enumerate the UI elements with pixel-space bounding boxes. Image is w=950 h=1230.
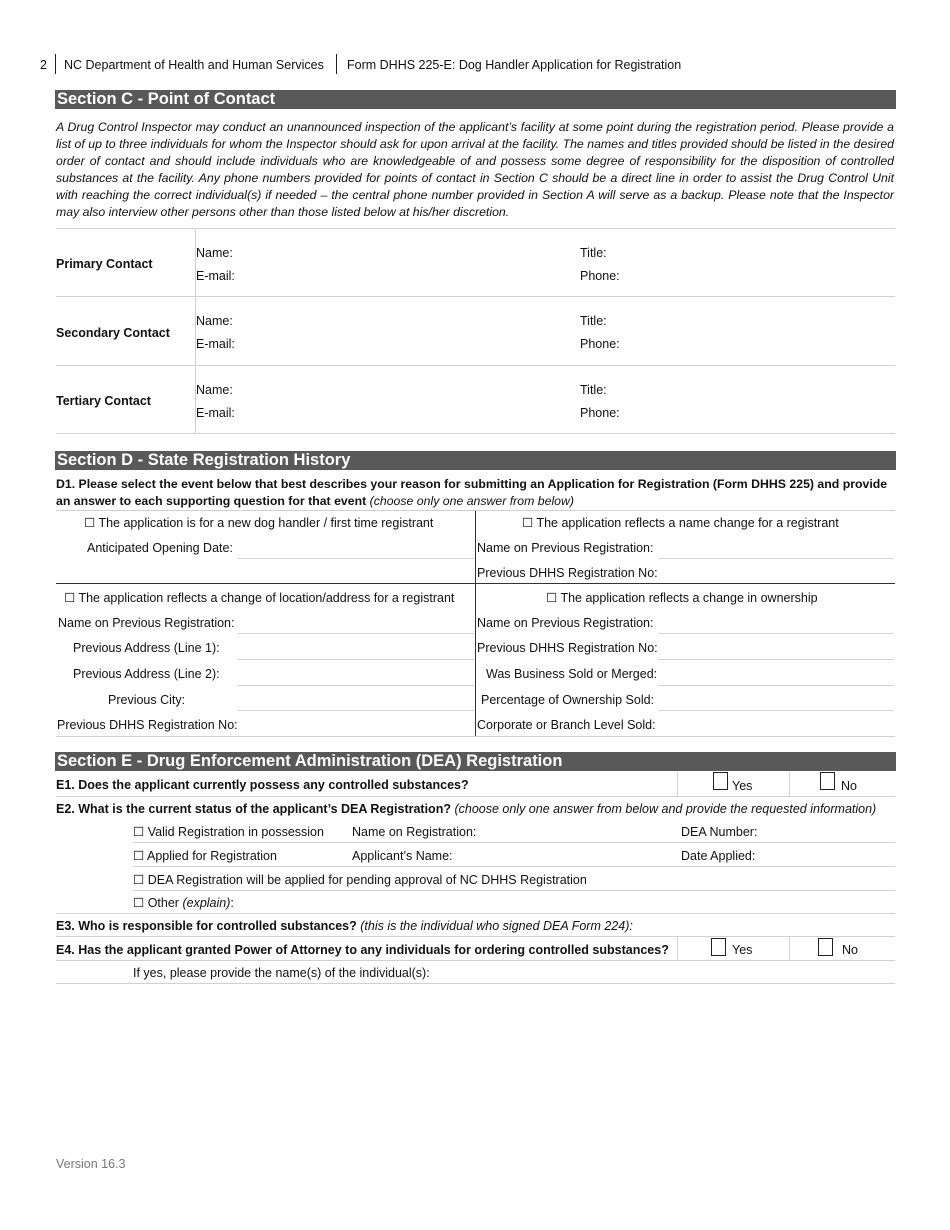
e4-question: E4. Has the applicant granted Power of Attorney to any individuals for ordering controlled substances? (56, 943, 669, 957)
location-previous-name-input[interactable] (238, 633, 474, 634)
e2-option-other[interactable] (133, 896, 234, 910)
header-agency: NC Department of Health and Human Services (64, 58, 324, 72)
e2-option-valid[interactable] (133, 825, 324, 839)
anticipated-opening-date-input[interactable] (238, 558, 474, 559)
e4-followup-label: If yes, please provide the name(s) of the individual(s): (133, 966, 430, 980)
location-previous-address1-label: Previous Address (Line 1): (73, 641, 220, 655)
e2-question-text: E2. What is the current status of the applicant’s DEA Registration? (56, 802, 451, 816)
tertiary-name-field[interactable]: Name: (196, 383, 233, 397)
ownership-percentage-input[interactable] (658, 710, 894, 711)
checkbox-icon[interactable]: ☐ (133, 825, 145, 839)
option-new-handler-label: The application is for a new dog handler / first time registrant (98, 516, 434, 530)
e2-option-applied-label: Applied for Registration (147, 849, 277, 863)
e1-question: E1. Does the applicant currently possess any controlled substances? (56, 778, 469, 792)
e2-option-other-label: Other (147, 896, 179, 910)
checkbox-icon[interactable]: ☐ (133, 873, 145, 887)
contact-label-primary: Primary Contact (56, 257, 153, 271)
option-ownership-change[interactable] (546, 591, 818, 605)
location-previous-city-label: Previous City: (108, 693, 186, 707)
location-previous-address2-label: Previous Address (Line 2): (73, 667, 220, 681)
location-previous-name-label: Name on Previous Registration: (58, 616, 235, 630)
e2-option-other-explain: (explain) (182, 896, 231, 910)
secondary-name-field[interactable]: Name: (196, 314, 233, 328)
checkbox-icon[interactable]: ☐ (64, 591, 76, 605)
page-number: 2 (40, 58, 47, 72)
e2-dea-number-label: DEA Number: (681, 825, 758, 839)
header-divider (336, 54, 337, 74)
footer-version: Version 16.3 (56, 1157, 126, 1171)
option-name-change-label: The application reflects a name change for a registrant (536, 516, 839, 530)
ownership-percentage-label: Percentage of Ownership Sold: (481, 693, 655, 707)
e2-question-note: (choose only one answer from below and provide the requested information) (454, 802, 877, 816)
section-c-instructions: A Drug Control Inspector may conduct an unannounced inspection of the applicant’s facility at some point during the registration period. Please provide a list of up to three individuals for whom the Inspector should ask for upon arrival at the facility. The names and titles provided should be listed in the desired order of contact and should include individuals who are knowledgeable of and possess some degree of responsibility for the disposition of controlled substances at the facility. Any phone numbers provided for points of contact in Section C should be a direct line in order to assist the Drug Control Unit with reaching the correct individual(s) if needed – the central phone number provided in Section A will serve as a backup. Please note that the Inspector may also interview other persons other than those listed below at his/her discretion. (56, 120, 894, 219)
name-change-previous-name-label: Name on Previous Registration: (477, 541, 654, 555)
option-name-change[interactable] (522, 516, 839, 530)
option-location-change[interactable] (64, 591, 454, 605)
e3-question-note: (this is the individual who signed DEA Form 224): (360, 919, 633, 933)
secondary-email-field[interactable]: E-mail: (196, 337, 235, 351)
tertiary-title-field[interactable]: Title: (580, 383, 607, 397)
contact-label-secondary: Secondary Contact (56, 326, 170, 340)
ownership-sold-merged-label: Was Business Sold or Merged: (486, 667, 658, 681)
e2-option-other-colon: : (230, 896, 234, 910)
ownership-previous-name-input[interactable] (658, 633, 894, 634)
name-change-previous-reg-label: Previous DHHS Registration No: (477, 566, 658, 580)
primary-email-field[interactable]: E-mail: (196, 269, 235, 283)
checkbox-icon[interactable]: ☐ (546, 591, 558, 605)
header-form-title: Form DHHS 225-E: Dog Handler Application for Registration (347, 58, 682, 72)
e2-option-applied[interactable] (133, 849, 277, 863)
checkbox-icon[interactable]: ☐ (133, 896, 145, 910)
e1-no-label: No (841, 779, 857, 793)
e1-yes-checkbox[interactable] (713, 772, 728, 790)
e4-no-label: No (842, 943, 858, 957)
ownership-previous-reg-label: Previous DHHS Registration No: (477, 641, 658, 655)
anticipated-opening-date-label: Anticipated Opening Date: (87, 541, 233, 555)
d1-question (56, 476, 894, 510)
ownership-level-label: Corporate or Branch Level Sold: (477, 718, 656, 732)
e2-applicant-name-label: Applicant’s Name: (352, 849, 453, 863)
secondary-phone-field[interactable]: Phone: (580, 337, 620, 351)
e3-question-text: E3. Who is responsible for controlled substances? (56, 919, 357, 933)
location-previous-reg-label: Previous DHHS Registration No: (57, 718, 238, 732)
checkbox-icon[interactable]: ☐ (522, 516, 534, 530)
e4-yes-checkbox[interactable] (711, 938, 726, 956)
ownership-previous-reg-input[interactable] (658, 659, 894, 660)
primary-phone-field[interactable]: Phone: (580, 269, 620, 283)
e2-name-on-registration-label: Name on Registration: (352, 825, 477, 839)
e4-followup-input[interactable] (56, 983, 895, 984)
option-new-handler[interactable] (84, 516, 433, 530)
primary-title-field[interactable]: Title: (580, 246, 607, 260)
option-ownership-change-label: The application reflects a change in ownership (560, 591, 818, 605)
e2-option-pending[interactable] (133, 873, 587, 887)
location-previous-city-input[interactable] (238, 710, 474, 711)
d1-question-text: D1. Please select the event below that best describes your reason for submitting an Application for Registration (Form DHHS 225) and provide an answer to each supporting question for that event (56, 477, 888, 508)
option-location-change-label: The application reflects a change of location/address for a registrant (78, 591, 455, 605)
e2-date-applied-label: Date Applied: (681, 849, 756, 863)
ownership-sold-merged-input[interactable] (658, 685, 894, 686)
secondary-title-field[interactable]: Title: (580, 314, 607, 328)
checkbox-icon[interactable]: ☐ (133, 849, 145, 863)
e2-option-valid-label: Valid Registration in possession (147, 825, 324, 839)
e1-no-checkbox[interactable] (820, 772, 835, 790)
location-previous-address1-input[interactable] (238, 659, 474, 660)
section-e-title: Section E - Drug Enforcement Administration (DEA) Registration (55, 752, 896, 771)
tertiary-email-field[interactable]: E-mail: (196, 406, 235, 420)
section-d-title: Section D - State Registration History (55, 451, 896, 470)
e2-question (56, 802, 876, 816)
e4-yes-label: Yes (732, 943, 753, 957)
ownership-previous-name-label: Name on Previous Registration: (477, 616, 654, 630)
tertiary-phone-field[interactable]: Phone: (580, 406, 620, 420)
header-divider (55, 54, 56, 74)
e3-question (56, 919, 633, 933)
name-change-previous-name-input[interactable] (658, 558, 894, 559)
primary-name-field[interactable]: Name: (196, 246, 233, 260)
e4-no-checkbox[interactable] (818, 938, 833, 956)
section-c-title: Section C - Point of Contact (55, 90, 896, 109)
contact-label-tertiary: Tertiary Contact (56, 394, 151, 408)
e1-yes-label: Yes (732, 779, 753, 793)
d1-question-note: (choose only one answer from below) (369, 494, 574, 508)
e2-option-pending-label: DEA Registration will be applied for pending approval of NC DHHS Registration (147, 873, 587, 887)
location-previous-address2-input[interactable] (238, 685, 474, 686)
checkbox-icon[interactable]: ☐ (84, 516, 96, 530)
